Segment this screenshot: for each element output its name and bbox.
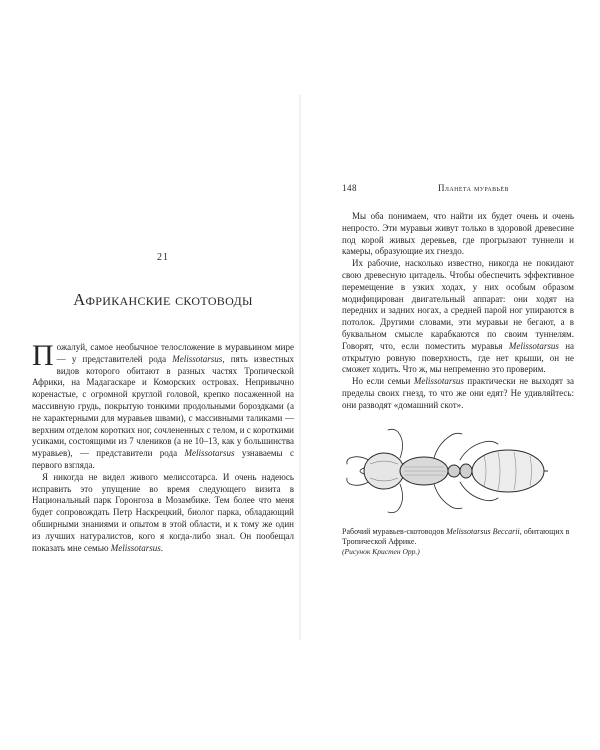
italic-term: Melissotarsus (172, 353, 223, 364)
ant-illustration (342, 422, 574, 518)
ant-drawing-icon (342, 422, 574, 518)
paragraph (342, 211, 574, 258)
chapter-title: Африканские скотоводы (73, 290, 253, 309)
left-page (32, 0, 294, 750)
italic-term: Melissotarsus (184, 448, 235, 459)
running-head (342, 183, 574, 195)
page-gutter (299, 95, 301, 640)
italic-term: Melissotarsus Beccarii (446, 527, 520, 536)
figure-caption (342, 527, 574, 557)
text-run: , обитающих в Тропической Африке. (342, 527, 570, 546)
right-page (342, 0, 574, 750)
figure-credit: (Рисунок Кристен Орр.) (342, 547, 420, 556)
text-run: практически не выходят за пределы своих гнезд, то что же они едят? Не удивляйтесь: они разводят «домашний скот». (342, 376, 574, 410)
paragraph (342, 376, 574, 411)
italic-term: Melissotarsus (110, 542, 161, 553)
text-run: Но если семьи (352, 376, 414, 387)
text-run: узнаваемы с первого взгляда. (32, 448, 294, 470)
italic-term: Melissotarsus (413, 376, 464, 387)
italic-term: Melissotarsus (508, 340, 559, 351)
page-body-text (342, 211, 574, 412)
chapter-number: 21 (157, 252, 169, 263)
drop-cap: П (32, 339, 54, 372)
page-number: 148 (342, 183, 357, 193)
caption-text (342, 527, 569, 546)
paragraph (32, 339, 294, 472)
text-run: Я никогда не видел живого мелиссотарса. И очень надеюсь исправить это упущение во время следующего визита в Национальный парк Горонгоза в Мозамбике. Тем более что меня будет сопровождать Петр Наскрецкий, биолог парка, обладающий обширными знаниями и опытом в этой области, и к тому же один из лучших натуралистов, кого я когда-либо знал. Он пообещал показать мне семью (32, 471, 294, 553)
running-title: Планета муравьёв (438, 183, 509, 193)
text-run: Их рабочие, насколько известно, никогда не покидают свою древесную цитадель. Чтобы обеспечить эффективное перемещение в узких ходах, у них особым образом модифицирован двигательный аппарат: они ходят на передних и задних ногах, а средней парой ног упираются в потолок. Другими словами, эти муравьи не бегают, а в буквальном смысле карабкаются по своим туннелям. Говорят, что, если поместить муравья (342, 258, 574, 351)
text-run: , пять известных видов которого обитают в разных частях Тропической Африки, на Мадагаскаре и Коморских островах. Непривычно коренастые, с огромной круглой головой, крепко посаженной на массивную грудь, покрытую тонкими продольными бороздками (а не характерными для муравьев швами), с массивными таликами — верхним отделом коротких ног, сочлененных с телом, и с короткими усиками, состоящими из 7 члеников (а не 10–13, как у большинства муравьев), — представители рода (32, 353, 294, 459)
text-run: Рабочий муравьев-скотоводов (342, 527, 447, 536)
chapter-body-text (32, 339, 294, 554)
text-run: на открытую ровную поверхность, где нет крыши, он не сможет ходить. Что ж, мы непременно это проверим. (342, 340, 574, 375)
paragraph (342, 258, 574, 376)
text-run: Мы оба понимаем, что найти их будет очень и очень непросто. Эти муравьи живут только в здоровой древесине под корой живых деревьев, где прогрызают туннели и камеры, образующие их гнездо. (342, 211, 574, 257)
paragraph (32, 472, 294, 555)
text-run: ожалуй, самое необычное телосложение в муравьином мире — у представителей рода (56, 342, 294, 364)
text-run: . (160, 542, 164, 553)
